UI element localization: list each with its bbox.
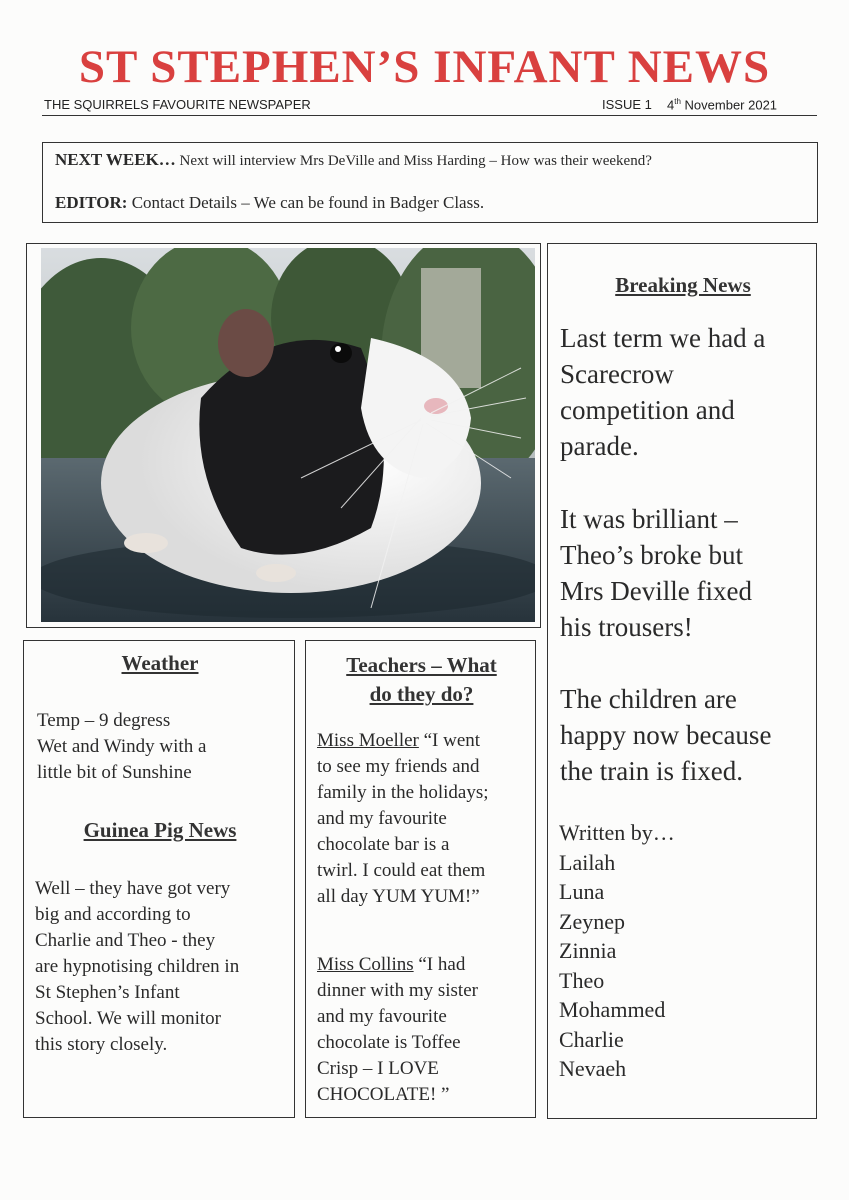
- moeller-name: Miss Moeller: [317, 730, 419, 751]
- teachers-heading: Teachers – What do they do?: [346, 653, 497, 706]
- breaking-para-2: It was brilliant – Theo’s broke but Mrs Deville fixed his trousers!: [560, 504, 752, 642]
- breaking-news-box: [547, 243, 817, 1119]
- next-week-text: Next will interview Mrs DeVille and Miss Harding – How was their weekend?: [179, 153, 652, 169]
- next-week-line: [55, 150, 652, 170]
- collins-quote: Miss Collins “I had dinner with my sister and my favourite chocolate is Toffee Crisp – I LOVE CHOCOLATE! ”: [317, 954, 478, 1105]
- issue-date: 4th November 2021: [667, 97, 778, 113]
- guinea-pig-heading: Guinea Pig News: [83, 818, 237, 842]
- issue-number: ISSUE 1: [602, 97, 652, 112]
- weather-heading: Weather: [121, 651, 199, 675]
- written-by-label: Written by…: [559, 820, 675, 845]
- editor-label: EDITOR:: [55, 193, 128, 212]
- moeller-quote: Miss Moeller “I went to see my friends and family in the holidays; and my favourite chocolate bar is a twirl. I could eat them all day YUM YUM!”: [317, 730, 489, 907]
- next-week-label: NEXT WEEK…: [55, 150, 176, 169]
- weather-text: Temp – 9 degress Wet and Windy with a little bit of Sunshine: [37, 710, 207, 783]
- tagline: THE SQUIRRELS FAVOURITE NEWSPAPER: [44, 97, 311, 112]
- newspaper-title: ST STEPHEN’S INFANT NEWS: [78, 41, 771, 93]
- weather-box: [23, 640, 295, 1118]
- collins-name: Miss Collins: [317, 954, 414, 975]
- masthead-subbar: [42, 96, 817, 116]
- guinea-pig-text: Well – they have got very big and according to Charlie and Theo - they are hypnotising children in St Stephen’s Infant School. We will monitor this story closely.: [35, 878, 240, 1055]
- breaking-news-heading: Breaking News: [615, 273, 751, 297]
- editor-line: [55, 193, 484, 213]
- photo-frame: [26, 243, 541, 628]
- breaking-para-3: The children are happy now because the train is fixed.: [560, 684, 772, 786]
- editor-text: Contact Details – We can be found in Badger Class.: [131, 193, 485, 212]
- breaking-para-1: Last term we had a Scarecrow competition and parade.: [560, 323, 766, 461]
- notice-box: [42, 142, 818, 223]
- guinea-pig-photo: [41, 248, 535, 622]
- teachers-box: [305, 640, 536, 1118]
- authors-list: Written by… Lailah Luna Zeynep Zinnia Theo Mohammed Charlie Nevaeh: [559, 820, 675, 1081]
